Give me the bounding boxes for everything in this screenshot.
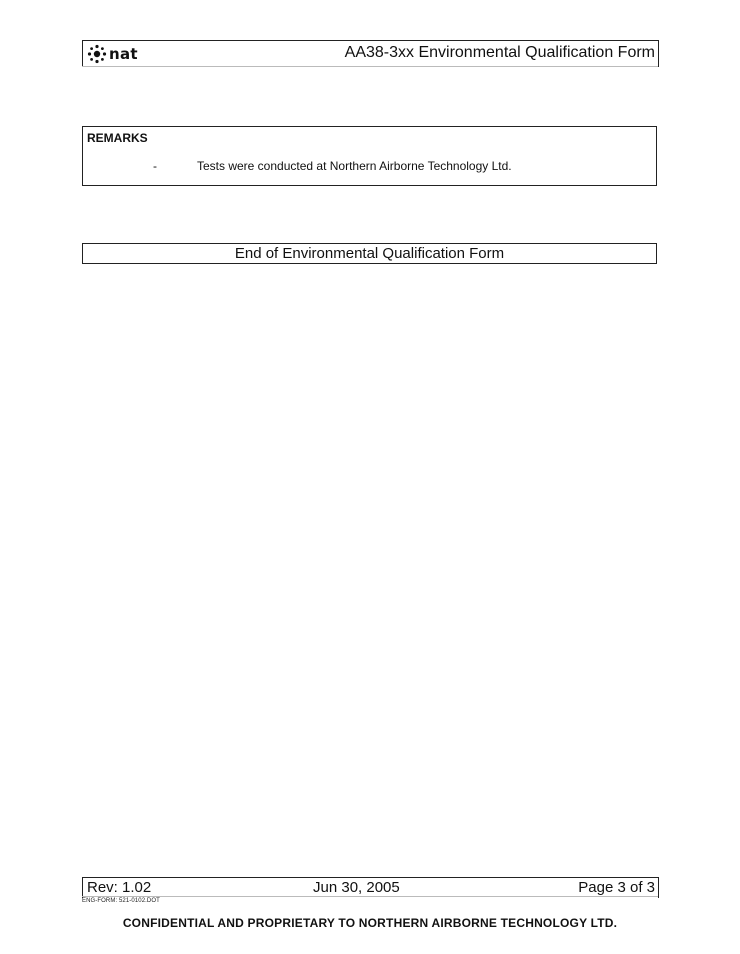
end-of-form-box xyxy=(82,243,657,264)
confidentiality-notice: CONFIDENTIAL AND PROPRIETARY TO NORTHERN AIRBORNE TECHNOLOGY LTD. xyxy=(122,916,618,930)
remarks-heading: REMARKS xyxy=(87,131,148,145)
company-logo xyxy=(87,44,138,64)
revision-label: Rev: 1.02 xyxy=(87,879,152,896)
logo-wordmark: nat xyxy=(109,45,138,63)
nat-star-logo-icon xyxy=(87,44,107,64)
footer-rule xyxy=(82,896,658,897)
form-title: AA38-3xx Environmental Qualification Form xyxy=(344,44,655,61)
document-header xyxy=(82,40,659,67)
remark-text: Tests were conducted at Northern Airborne Technology Ltd. xyxy=(197,159,512,173)
document-footer xyxy=(82,877,659,898)
page-number: Page 3 of 3 xyxy=(578,879,655,896)
remarks-box xyxy=(82,126,657,186)
form-code: ENG-FORM: 521-0102.DOT xyxy=(82,898,160,904)
remark-bullet: - xyxy=(153,159,157,173)
header-rule xyxy=(82,66,658,67)
revision-date: Jun 30, 2005 xyxy=(313,879,400,896)
end-of-form-text: End of Environmental Qualification Form xyxy=(234,245,505,262)
